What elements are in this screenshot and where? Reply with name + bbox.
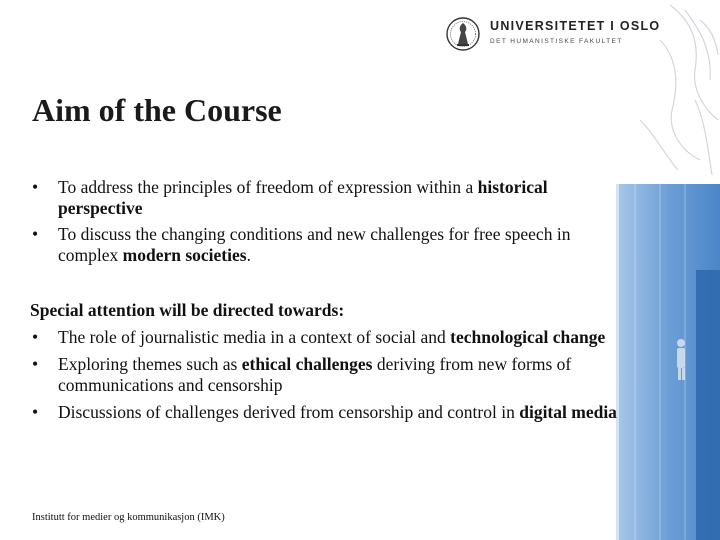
special-attention-section	[30, 300, 630, 423]
bullet-text-end: deriving from new forms of communications and censorship	[58, 354, 572, 395]
bullet-text: To address the principles of freedom of expression within a	[58, 177, 478, 197]
decorative-sidebar-image	[600, 0, 720, 540]
university-seal-icon	[446, 16, 480, 52]
logo-subtitle: DET HUMANISTISKE FAKULTET	[490, 38, 623, 45]
logo-title: UNIVERSITETET I OSLO	[490, 19, 661, 33]
bullet-text: To discuss the changing conditions and new challenges for free speech in complex	[58, 224, 571, 265]
bullet-emphasis: ethical challenges	[241, 354, 373, 374]
list-item	[30, 224, 630, 266]
bullet-emphasis: digital media	[519, 402, 617, 422]
section-heading: Special attention will be directed towards:	[30, 300, 345, 320]
bullet-emphasis: technological change	[450, 327, 606, 347]
bullet-text-end: .	[246, 245, 251, 265]
bullet-emphasis: historical perspective	[58, 177, 548, 218]
bullet-emphasis: modern societies	[122, 245, 247, 265]
bullet-text: Exploring themes such as	[58, 354, 242, 374]
bullet-text: Discussions of challenges derived from censorship and control in	[58, 402, 520, 422]
aims-list	[30, 177, 630, 266]
list-item	[30, 177, 630, 219]
footer-text: Institutt for medier og kommunikasjon (IMK)	[32, 512, 225, 523]
list-item	[30, 327, 630, 348]
list-item	[30, 354, 630, 396]
list-item	[30, 402, 630, 423]
slide-title: Aim of the Course	[32, 92, 282, 128]
bullet-text: The role of journalistic media in a context of social and	[58, 327, 451, 347]
